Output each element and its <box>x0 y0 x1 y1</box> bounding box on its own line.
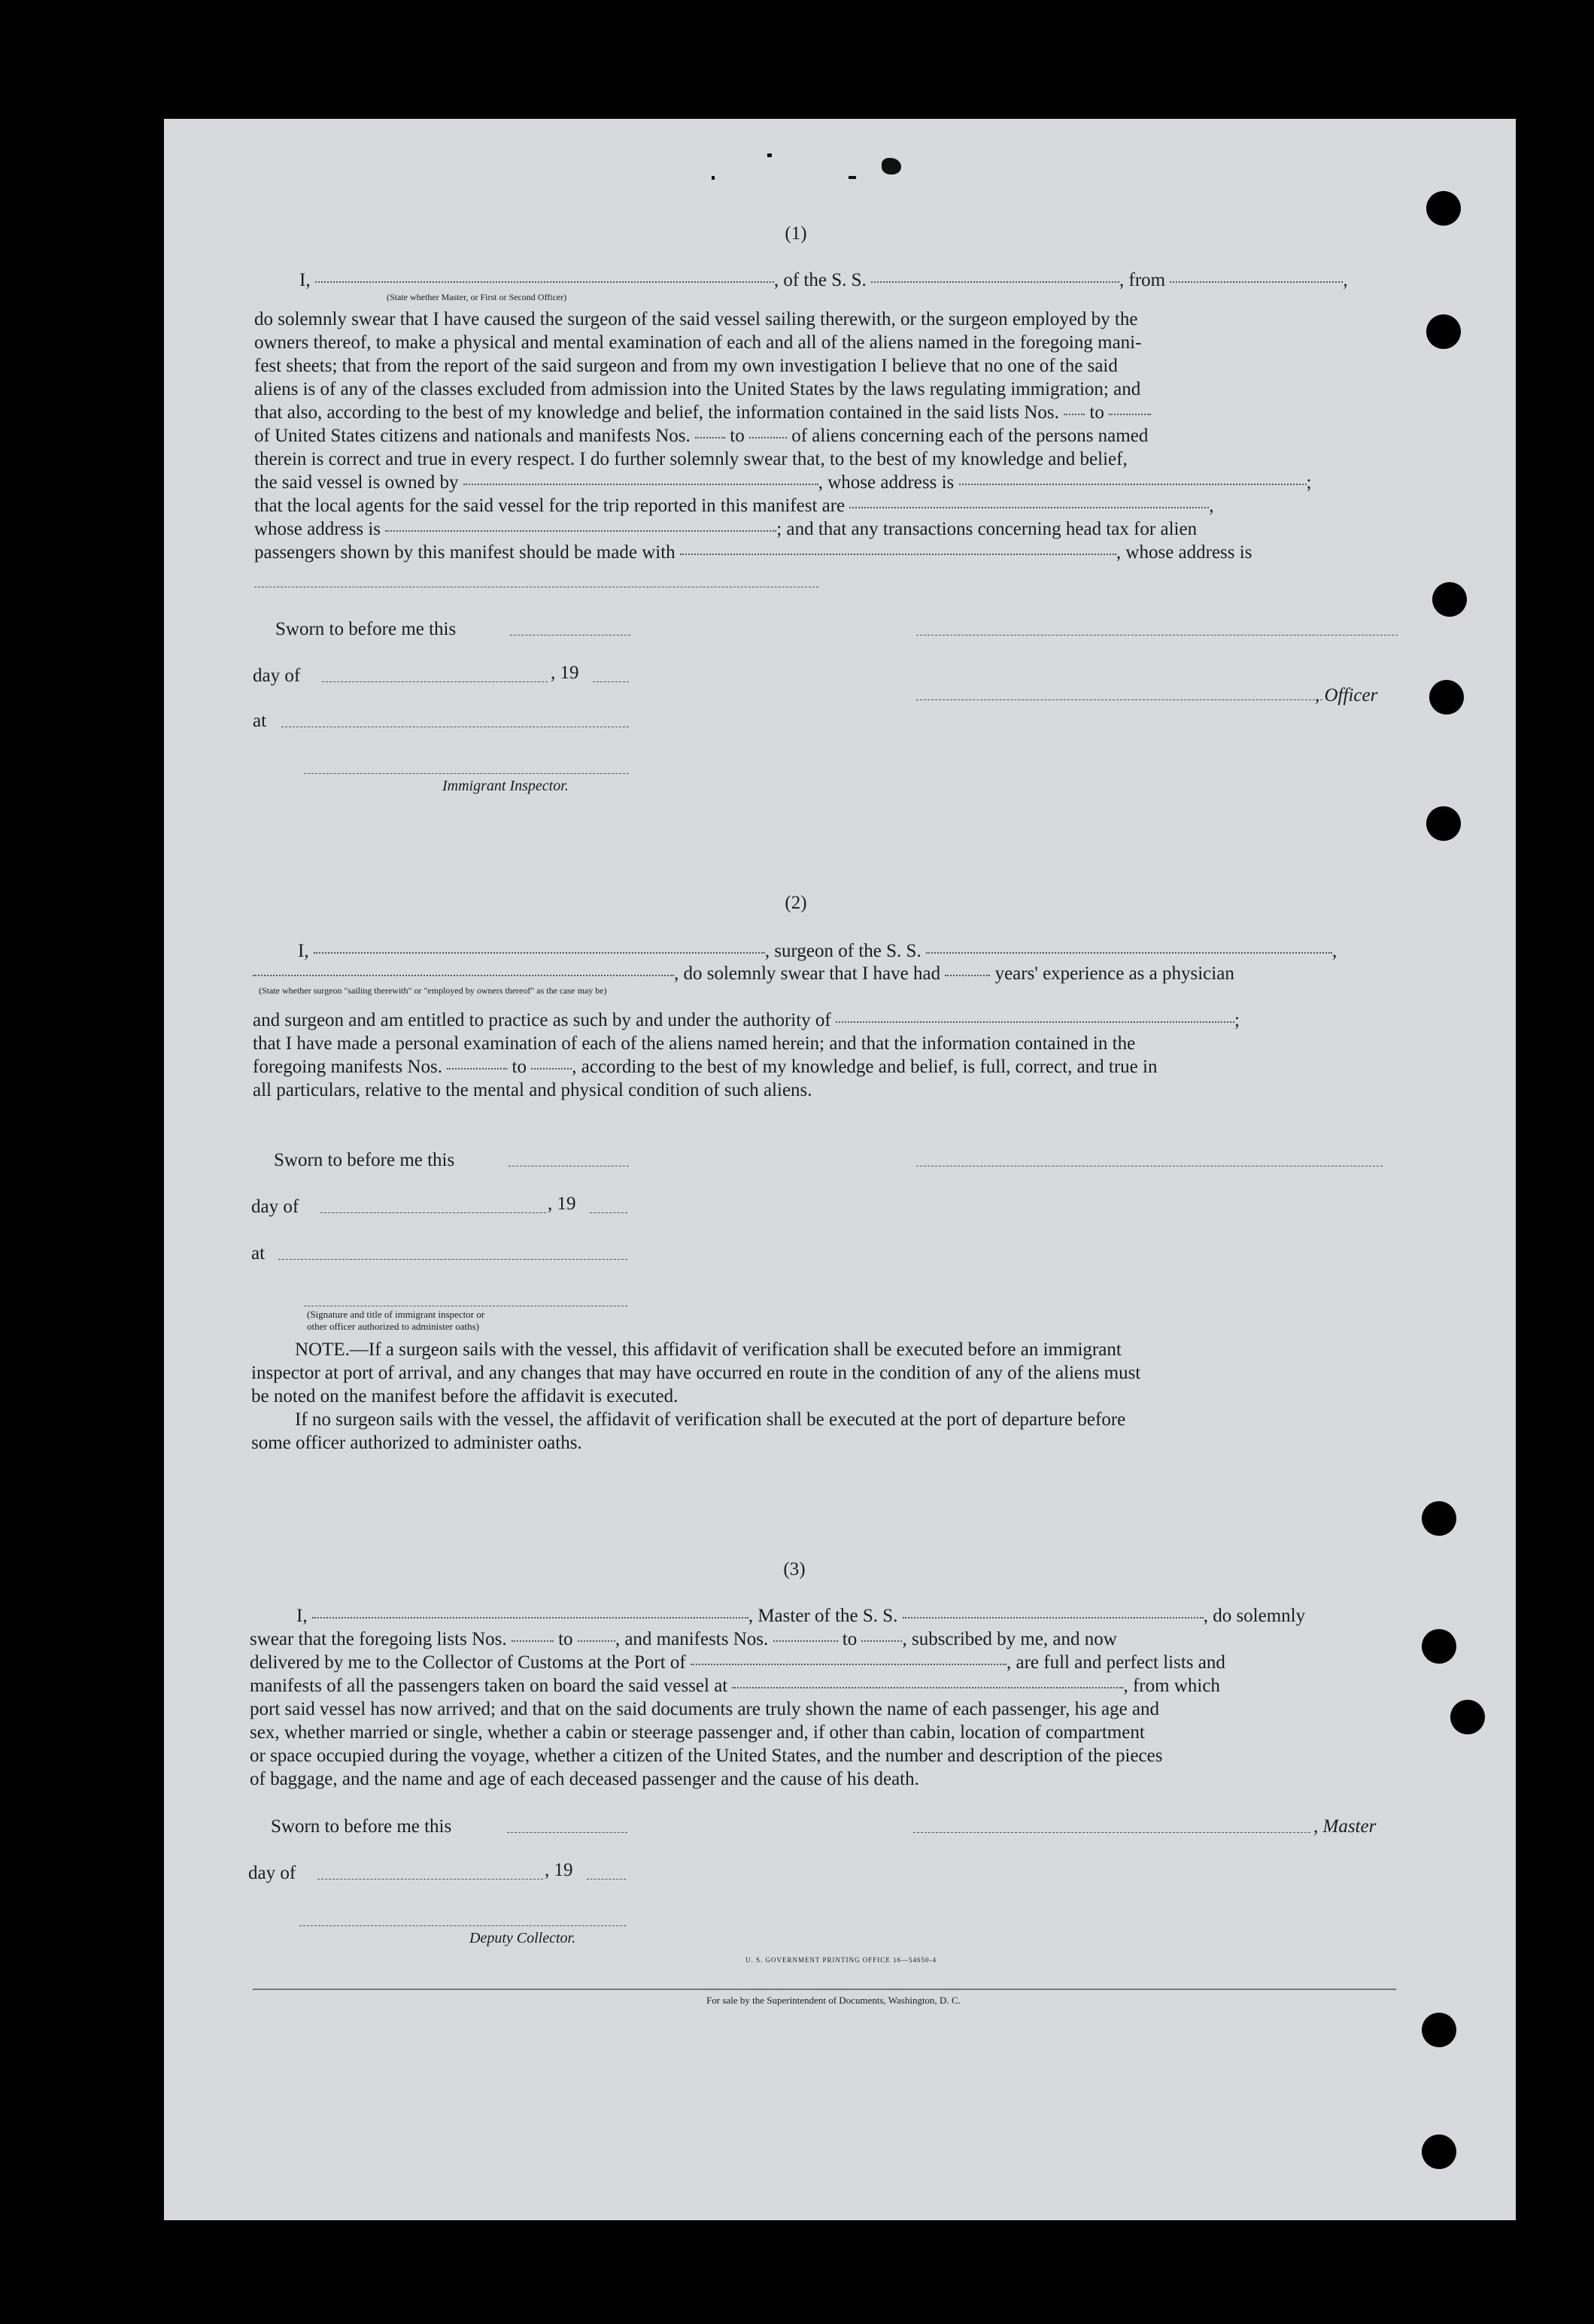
inspector-signature-line <box>304 773 629 774</box>
punch-hole-icon <box>1422 1501 1456 1536</box>
punch-hole-icon <box>1432 582 1467 617</box>
oath-text: all particulars, relative to the mental and physical condition of such aliens. <box>253 1080 812 1100</box>
printing-office-note: U. S. GOVERNMENT PRINTING OFFICE 16—54650-4 <box>745 1956 937 1964</box>
year-label: , 19 <box>551 663 579 683</box>
oath-text: or space occupied during the voyage, whether a citizen of the United States, and the number and description of the pieces <box>250 1746 1163 1766</box>
year-line <box>587 1879 626 1880</box>
year-line <box>593 681 629 682</box>
oath-text: and surgeon and am entitled to practice as such by and under the authority of ; <box>253 1010 1240 1030</box>
day-line <box>322 681 548 682</box>
master-label: , Master <box>1313 1816 1377 1837</box>
oath-line: I, , surgeon of the S. S. , <box>298 941 1337 961</box>
oath-text: owners thereof, to make a physical and mental examination of each and all of the aliens named in the foregoing mani- <box>254 332 1142 353</box>
oath-line: I, , Master of the S. S. , do solemnly <box>296 1606 1306 1626</box>
oath-text: of United States citizens and nationals and manifests Nos. to of aliens concerning each of the persons named <box>254 426 1149 446</box>
footer-rule <box>253 1989 1396 1990</box>
punch-hole-icon <box>1426 191 1461 226</box>
ink-blot <box>882 158 901 174</box>
field-caption: (State whether surgeon "sailing therewith" or "employed by owners thereof" as the case may be) <box>259 985 607 996</box>
note-text: inspector at port of arrival, and any changes that may have occurred en route in the condition of any of the aliens must <box>251 1363 1141 1383</box>
oath-text: swear that the foregoing lists Nos. to , and manifests Nos. to , subscribed by me, and now <box>250 1629 1117 1649</box>
officer-label: , Officer <box>1315 685 1378 705</box>
oath-text: that the local agents for the said vessel for the trip reported in this manifest are , <box>254 496 1214 516</box>
collector-signature-line <box>299 1925 626 1926</box>
punch-hole-icon <box>1422 2013 1456 2047</box>
signature-line <box>916 635 1398 636</box>
day-label: day of <box>248 1863 296 1883</box>
note-text: NOTE.—If a surgeon sails with the vessel, this affidavit of verification shall be executed before an immigrant <box>295 1339 1122 1360</box>
collector-label: Deputy Collector. <box>469 1930 576 1946</box>
ink-blot <box>712 176 715 180</box>
punch-hole-icon <box>1422 1629 1456 1664</box>
sworn-label: Sworn to before me this <box>275 619 457 639</box>
day-label: day of <box>251 1197 299 1217</box>
oath-text: fest sheets; that from the report of the said surgeon and from my own investigation I believe that no one of the said <box>254 356 1118 376</box>
oath-line: I, , of the S. S. , from , <box>299 270 1348 290</box>
oath-line: , do solemnly swear that I have had years' experience as a physician <box>253 963 1234 985</box>
oath-text: sex, whether married or single, whether a cabin or steerage passenger and, if other than cabin, location of compartment <box>250 1722 1145 1743</box>
day-line <box>320 1212 546 1213</box>
note-text: If no surgeon sails with the vessel, the affidavit of verification shall be executed at the port of departure before <box>295 1409 1126 1430</box>
oath-text: that also, according to the best of my knowledge and belief, the information contained in the said lists Nos. to <box>254 402 1151 424</box>
note-text: some officer authorized to administer oaths. <box>251 1433 582 1453</box>
date-line <box>510 635 630 636</box>
oath-text: whose address is ; and that any transactions concerning head tax for alien <box>254 519 1198 539</box>
oath-text: passengers shown by this manifest should be made with , whose address is <box>254 542 1252 563</box>
sworn-label: Sworn to before me this <box>274 1150 455 1170</box>
oath-text: foregoing manifests Nos. to , according to the best of my knowledge and belief, is full, correct, and true in <box>253 1057 1158 1077</box>
punch-hole-icon <box>1426 314 1461 349</box>
signature-caption: other officer authorized to administer oaths) <box>307 1321 479 1332</box>
day-line <box>317 1879 543 1880</box>
punch-hole-icon <box>1422 2134 1456 2169</box>
year-label: , 19 <box>545 1860 573 1880</box>
signature-line <box>916 1166 1383 1167</box>
punch-hole-icon <box>1450 1700 1485 1734</box>
place-line <box>278 1259 627 1260</box>
oath-text: aliens is of any of the classes excluded from admission into the United States by the laws regulating immigration; and <box>254 379 1141 399</box>
at-label: at <box>253 711 267 731</box>
note-text: be noted on the manifest before the affidavit is executed. <box>251 1386 679 1406</box>
form-sheet <box>164 119 1516 2220</box>
date-line <box>509 1166 629 1167</box>
oath-text: do solemnly swear that I have caused the surgeon of the said vessel sailing therewith, or the surgeon employed by the <box>254 309 1138 329</box>
signature-caption: (Signature and title of immigrant inspector or <box>307 1309 485 1320</box>
section-number: (2) <box>785 893 807 913</box>
oath-text: delivered by me to the Collector of Customs at the Port of , are full and perfect lists and <box>250 1652 1225 1673</box>
footer-sale-note: For sale by the Superintendent of Documents, Washington, D. C. <box>706 1995 961 2006</box>
inspector-label: Immigrant Inspector. <box>442 778 569 794</box>
year-label: , 19 <box>548 1194 576 1214</box>
oath-text: the said vessel is owned by , whose address is ; <box>254 472 1312 493</box>
oath-text: that I have made a personal examination of each of the aliens named herein; and that the information contained in the <box>253 1033 1136 1054</box>
signature-line <box>913 1832 1310 1833</box>
oath-text: port said vessel has now arrived; and that on the said documents are truly shown the name of each passenger, his age and <box>250 1699 1160 1719</box>
punch-hole-icon <box>1426 806 1461 841</box>
ink-blot <box>767 153 772 157</box>
section-number: (3) <box>783 1559 806 1579</box>
section-number: (1) <box>785 223 807 244</box>
field-caption: (State whether Master, or First or Second Officer) <box>387 292 567 302</box>
oath-text: therein is correct and true in every respect. I do further solemnly swear that, to the best of my knowledge and belief, <box>254 449 1128 469</box>
signature-line <box>916 699 1322 700</box>
at-label: at <box>251 1243 266 1264</box>
day-label: day of <box>253 666 301 686</box>
year-line <box>590 1212 627 1213</box>
ink-blot <box>849 176 856 179</box>
oath-text: of baggage, and the name and age of each deceased passenger and the cause of his death. <box>250 1769 919 1789</box>
oath-text: manifests of all the passengers taken on board the said vessel at , from which <box>250 1676 1220 1696</box>
punch-hole-icon <box>1429 680 1464 714</box>
sworn-label: Sworn to before me this <box>271 1816 452 1837</box>
date-line <box>507 1832 627 1833</box>
